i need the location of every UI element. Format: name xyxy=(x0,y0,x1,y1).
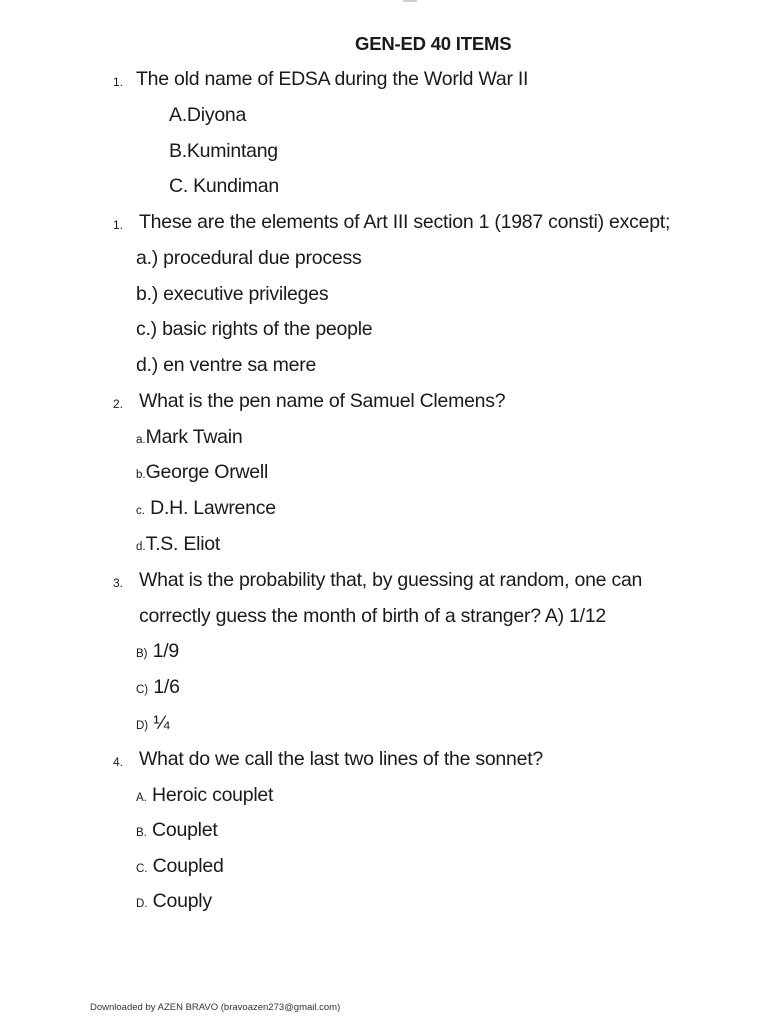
answer-choice: A.Diyona xyxy=(169,104,247,126)
question-number: 2. xyxy=(113,397,124,411)
answer-choice xyxy=(136,532,220,559)
choice-label: A. xyxy=(136,792,147,804)
answer-choice: a.) procedural due process xyxy=(136,247,362,269)
question-text: What is the probability that, by guessing at random, one can xyxy=(139,569,643,591)
choice-label: D) xyxy=(136,720,149,732)
answer-choice xyxy=(136,675,180,702)
choice-text: Mark Twain xyxy=(145,426,243,448)
answer-choice xyxy=(136,854,224,881)
answer-choice: b.) executive privileges xyxy=(136,283,329,305)
choice-text: 1/6 xyxy=(153,676,180,698)
document-title: GEN-ED 40 ITEMS xyxy=(355,33,512,54)
download-footer: Downloaded by AZEN BRAVO (bravoazen273@gmail.com) xyxy=(90,1002,341,1013)
answer-choice: c.) basic rights of the people xyxy=(136,318,373,340)
answer-choice xyxy=(136,711,169,738)
choice-text: T.S. Eliot xyxy=(145,533,221,555)
choice-label: c. xyxy=(136,505,145,517)
choice-text: Coupled xyxy=(152,855,224,877)
choice-label: b. xyxy=(136,469,146,481)
page-top-mark xyxy=(403,0,417,2)
choice-label: C) xyxy=(136,684,149,696)
choice-text: Heroic couplet xyxy=(152,784,274,806)
question-text: What is the pen name of Samuel Clemens? xyxy=(139,390,506,412)
answer-choice xyxy=(136,818,218,845)
question-text: What do we call the last two lines of the sonnet? xyxy=(139,748,543,770)
choice-text: Couplet xyxy=(152,819,218,841)
question-text-continued: correctly guess the month of birth of a stranger? A) 1/12 xyxy=(139,605,607,627)
choice-label: D. xyxy=(136,898,148,910)
answer-choice xyxy=(136,783,273,810)
question-text: The old name of EDSA during the World War II xyxy=(136,68,529,90)
choice-text: 1/9 xyxy=(152,640,180,662)
answer-choice xyxy=(136,496,276,523)
question-number: 1. xyxy=(113,218,124,232)
question-text: These are the elements of Art III section 1 (1987 consti) except; xyxy=(139,211,671,233)
answer-choice: C. Kundiman xyxy=(169,175,279,197)
question-number: 1. xyxy=(113,75,124,89)
choice-label: B. xyxy=(136,827,147,839)
choice-text: ¼ xyxy=(153,712,170,734)
choice-label: B) xyxy=(136,648,148,660)
choice-text: Couply xyxy=(152,890,212,912)
question-number: 4. xyxy=(113,755,124,769)
choice-label: d. xyxy=(136,541,146,553)
choice-label: C. xyxy=(136,863,148,875)
answer-choice xyxy=(136,460,268,487)
choice-text: D.H. Lawrence xyxy=(150,497,276,519)
answer-choice xyxy=(136,639,179,666)
answer-choice: B.Kumintang xyxy=(169,140,278,162)
answer-choice xyxy=(136,425,242,452)
choice-text: George Orwell xyxy=(145,461,269,483)
answer-choice xyxy=(136,889,212,916)
choice-label: a. xyxy=(136,434,146,446)
answer-choice: d.) en ventre sa mere xyxy=(136,354,317,376)
question-number: 3. xyxy=(113,576,124,590)
